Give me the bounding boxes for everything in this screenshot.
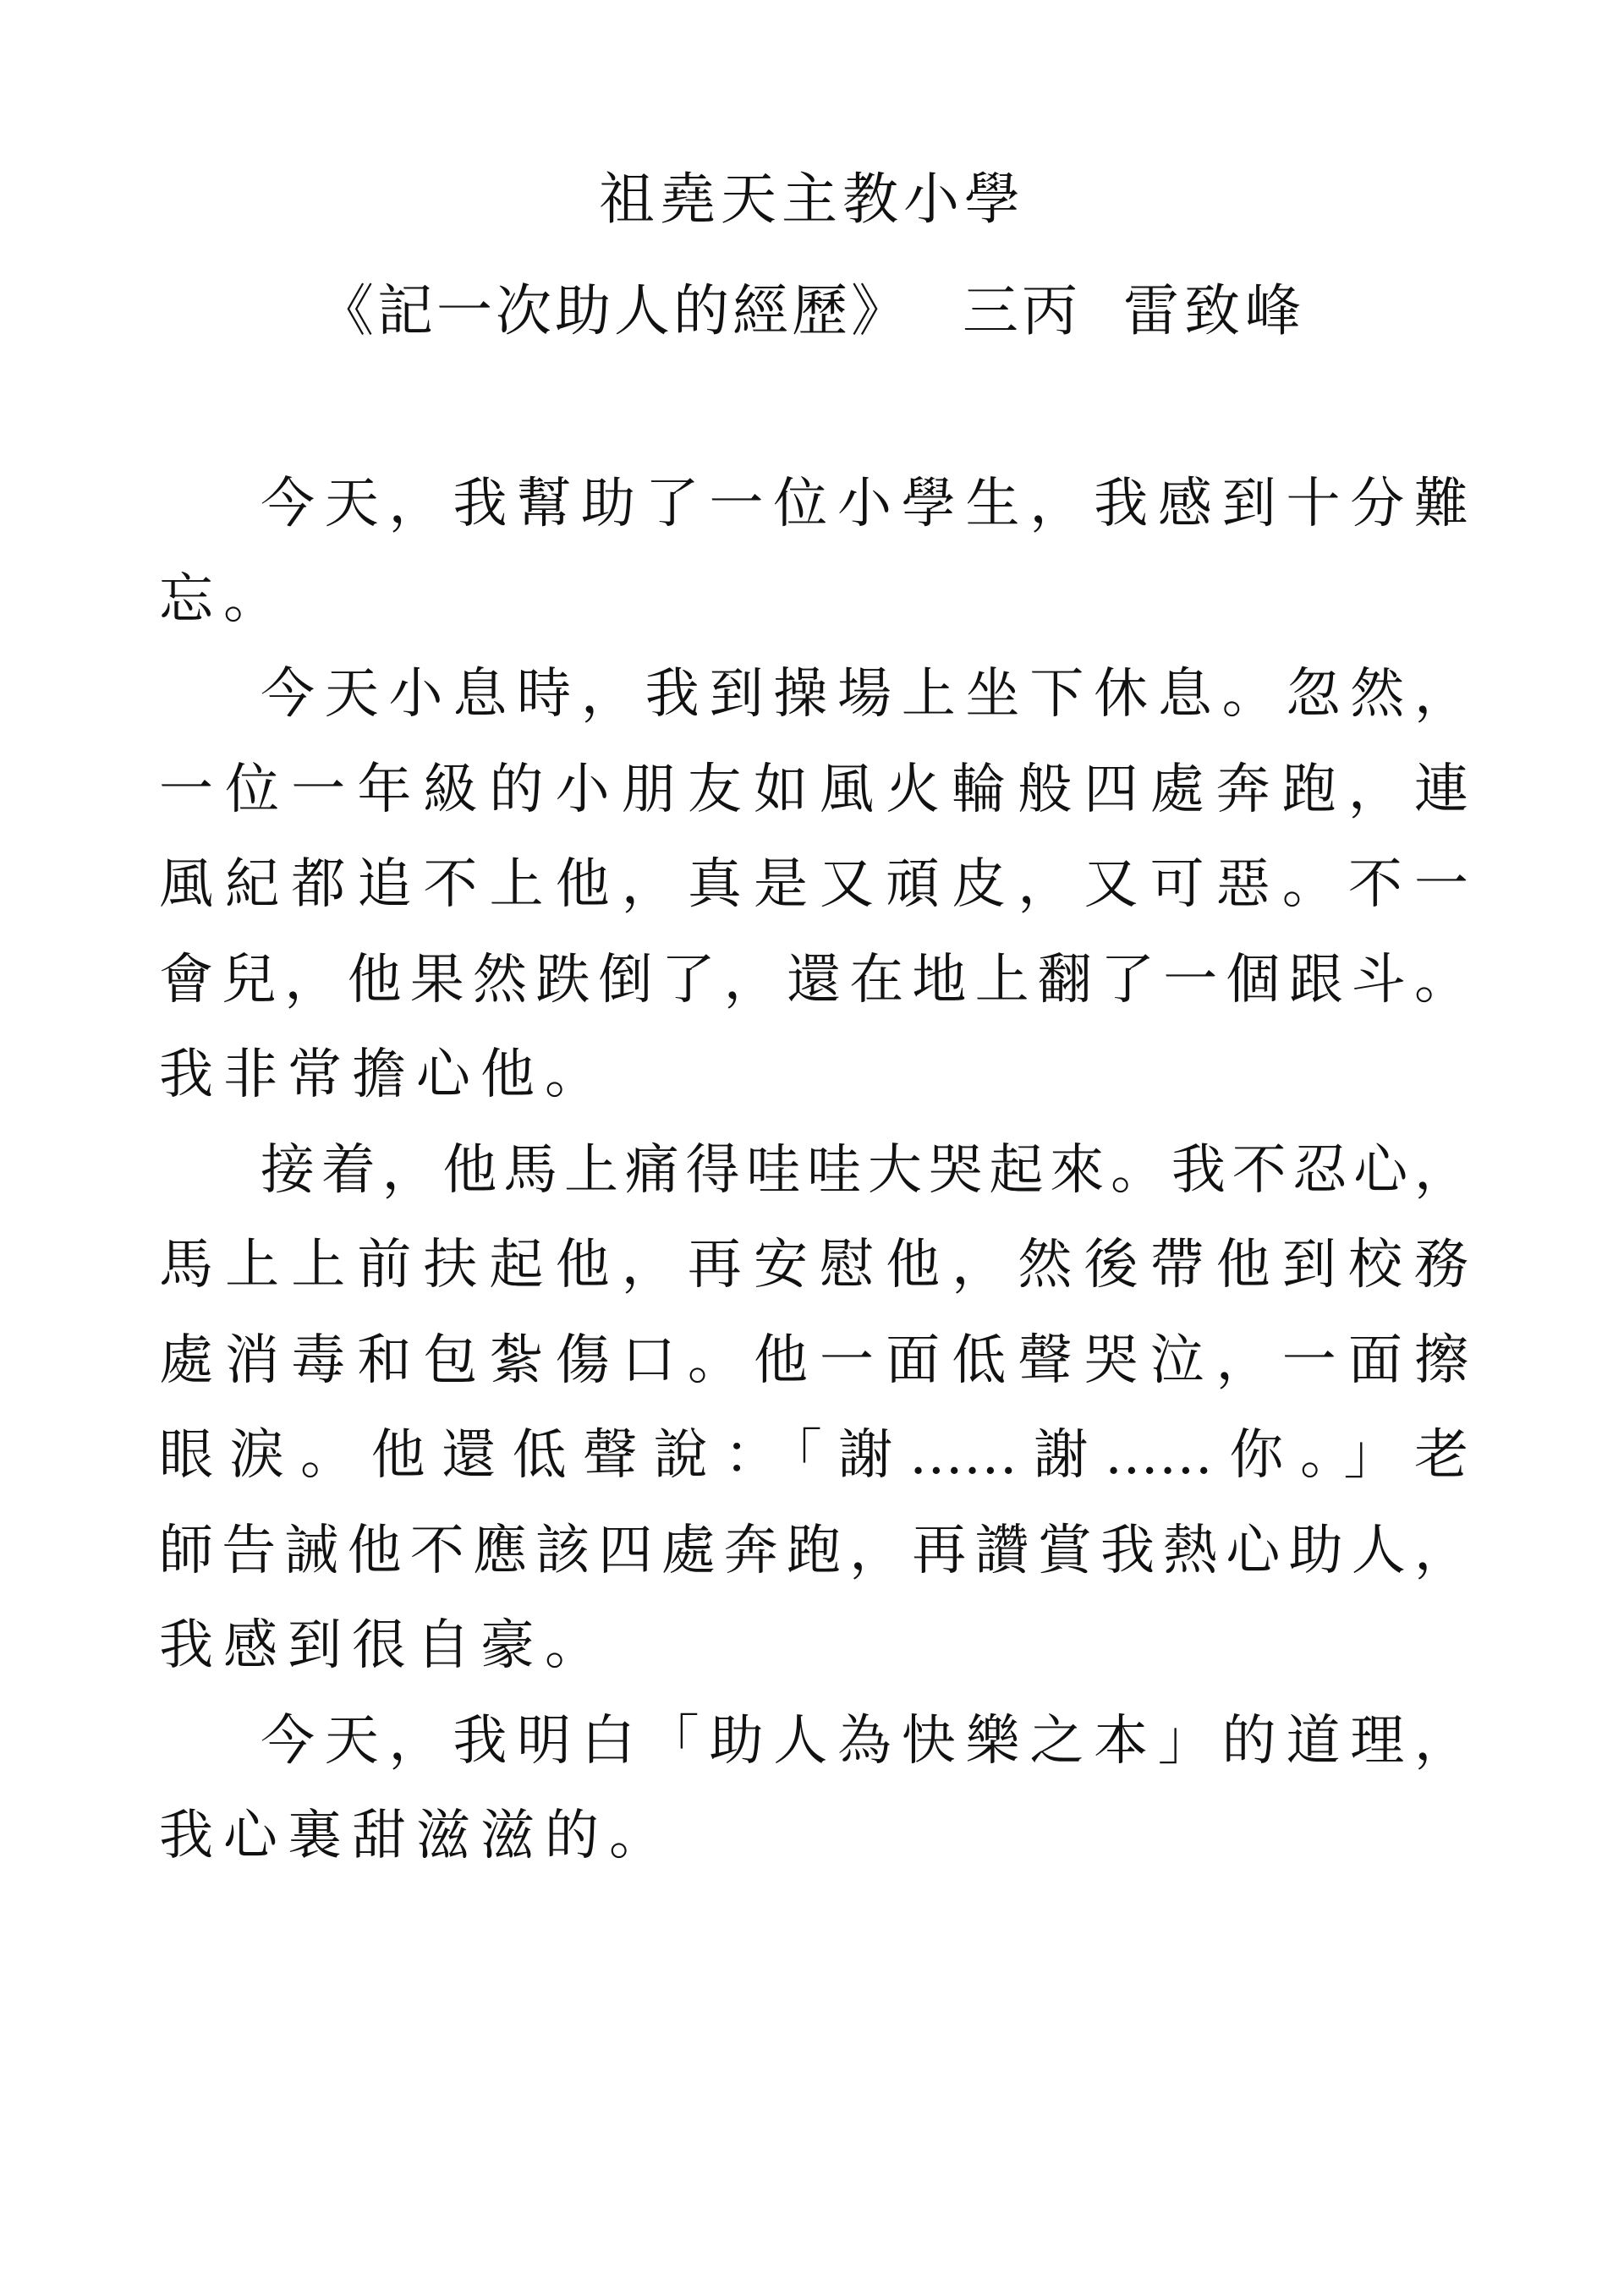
paragraph-2-line-4: 會兒，他果然跌倒了，還在地上翻了一個跟斗。 <box>159 948 1468 1011</box>
paragraph-3-line-1: 接着，他馬上痛得哇哇大哭起來。我不忍心， <box>261 1138 1468 1202</box>
paragraph-3-line-2: 馬上上前扶起他，再安慰他，然後帶他到校務 <box>159 1234 1468 1296</box>
paragraph-3-line-3: 處消毒和包紮傷口。他一面低聲哭泣，一面擦 <box>159 1329 1468 1392</box>
title-line <box>0 269 1624 353</box>
paragraph-2-line-5: 我非常擔心他。 <box>159 1044 609 1106</box>
paragraph-2-line-3: 風紀都追不上他，真是又頑皮，又可惡。不一 <box>159 853 1468 916</box>
paragraph-3-line-6: 我感到很自豪。 <box>159 1614 609 1677</box>
essay-title: 《記一次助人的經歷》 <box>318 278 910 343</box>
paragraph-4-line-2: 我心裏甜滋滋的。 <box>159 1805 673 1867</box>
essay-body <box>159 457 1468 1884</box>
paragraph-3-line-4: 眼淚。他還低聲說：「謝……謝……你。」老 <box>159 1424 1468 1487</box>
paragraph-2-line-2: 一位一年級的小朋友如風火輪般四處奔跑，連 <box>159 758 1468 821</box>
paragraph-1-line-1: 今天，我幫助了一位小學生，我感到十分難 <box>261 473 1468 535</box>
paragraph-2-line-1: 今天小息時，我到操場上坐下休息。忽然， <box>261 663 1468 726</box>
paragraph-3-line-5: 師告誡他不應該四處奔跑，再讚賞我熱心助人， <box>159 1519 1468 1582</box>
paragraph-1-line-2: 忘。 <box>159 567 288 631</box>
school-name: 祖堯天主教小學 <box>599 167 1025 232</box>
class-name: 三丙 <box>963 278 1081 343</box>
author-name: 雷致峰 <box>1123 278 1306 343</box>
paragraph-4-line-1: 今天，我明白「助人為快樂之本」的道理， <box>261 1709 1468 1773</box>
